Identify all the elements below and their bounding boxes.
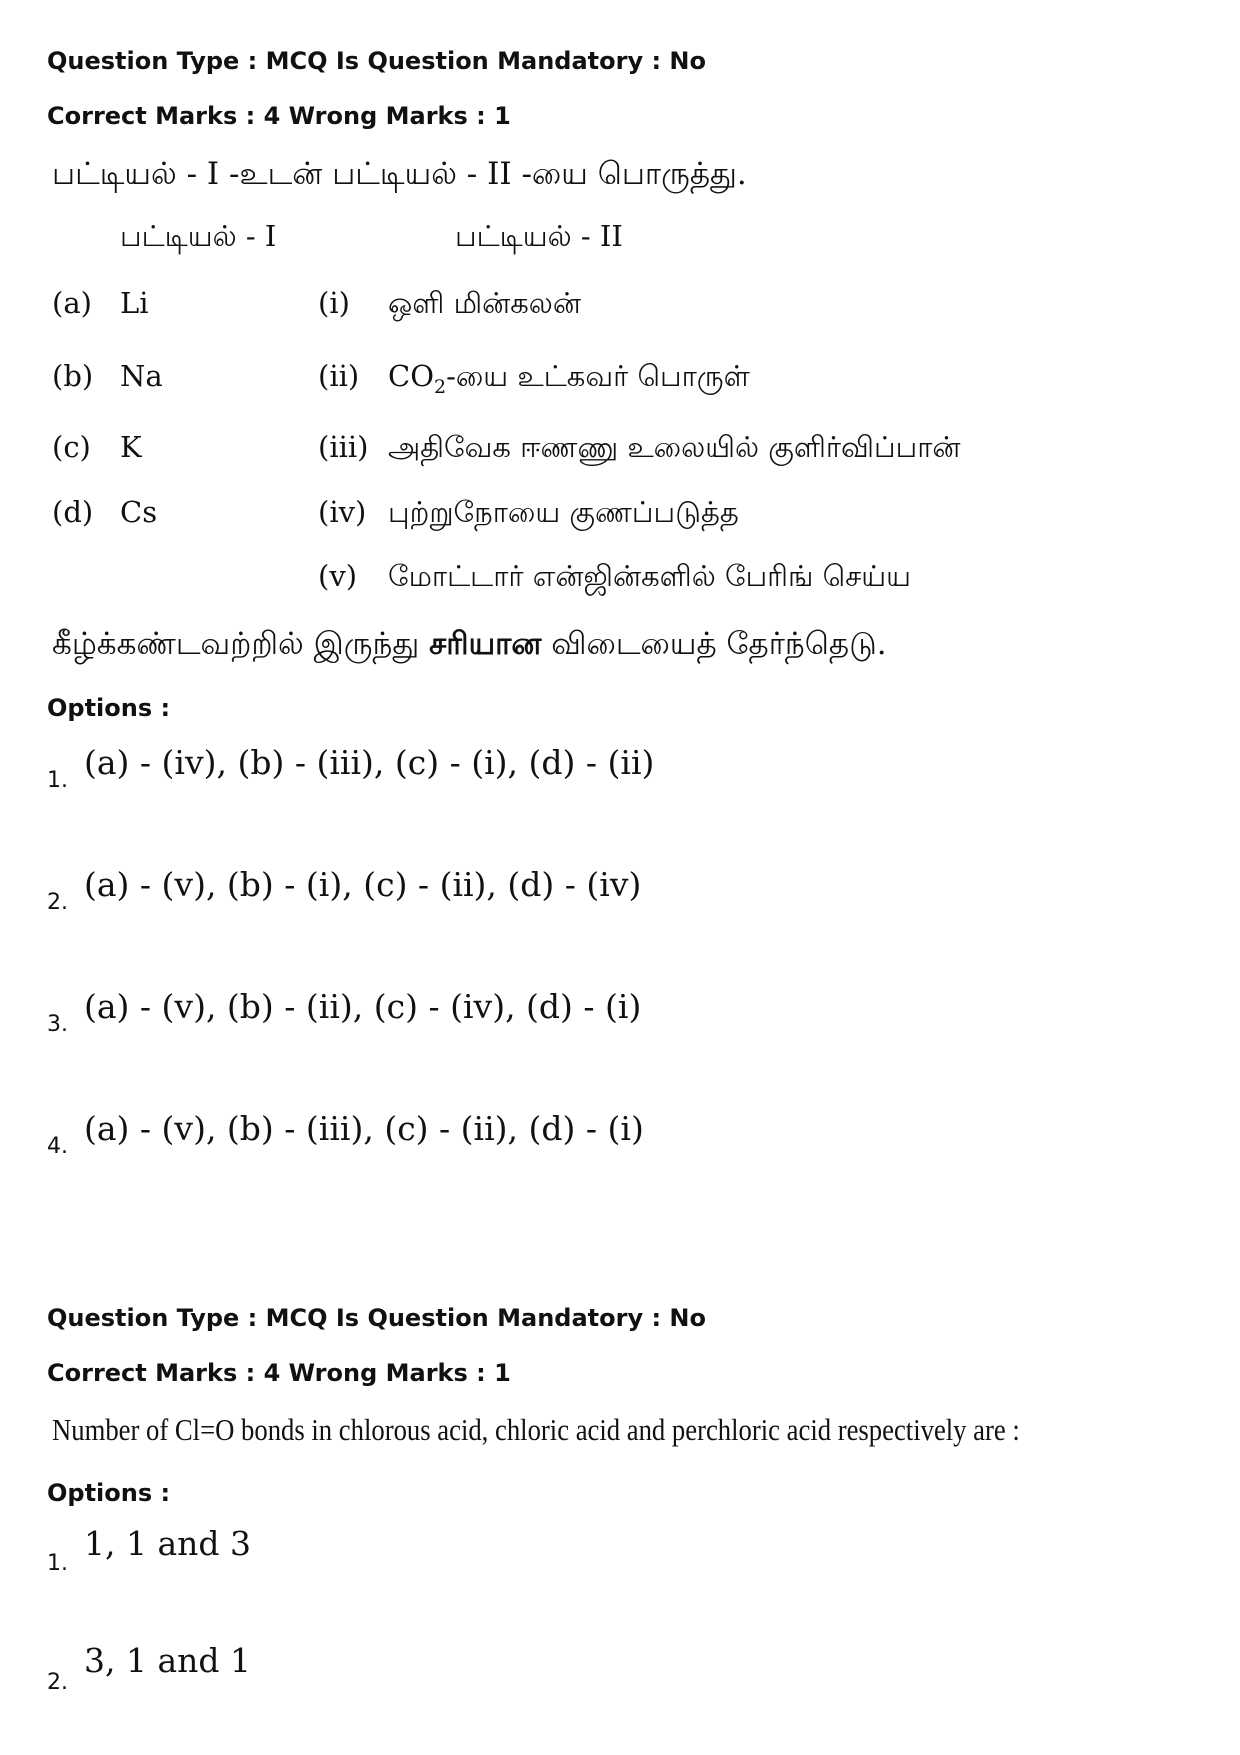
list1-item: Cs bbox=[120, 495, 158, 529]
question-stem: Number of Cl=O bonds in chlorous acid, chloric acid and perchloric acid respectively are : bbox=[52, 1412, 1020, 1447]
list2-label: (v) bbox=[318, 559, 358, 593]
option-number: 4. bbox=[47, 1134, 68, 1159]
list2-item bbox=[388, 356, 750, 407]
instruction-line bbox=[52, 624, 887, 664]
question-type-line: Question Type : MCQ Is Question Mandatory : No bbox=[47, 1304, 706, 1332]
list2-item: ஒளி மின்கலன் bbox=[388, 286, 581, 320]
option-number: 1. bbox=[47, 768, 68, 793]
question-type-line: Question Type : MCQ Is Question Mandatory : No bbox=[47, 47, 706, 75]
option-2[interactable]: (a) - (v), (b) - (i), (c) - (ii), (d) - (iv) bbox=[84, 865, 642, 904]
marks-line: Correct Marks : 4 Wrong Marks : 1 bbox=[47, 102, 511, 130]
list1-label: (a) bbox=[52, 286, 92, 320]
list2-item-rest: -யை உட்கவர் பொருள் bbox=[446, 359, 750, 393]
list1-item: Li bbox=[120, 286, 149, 320]
list2-label: (iii) bbox=[318, 430, 369, 464]
option-3[interactable]: (a) - (v), (b) - (ii), (c) - (iv), (d) - (i) bbox=[84, 987, 642, 1026]
option-1[interactable]: 1, 1 and 3 bbox=[84, 1524, 251, 1563]
options-label: Options : bbox=[47, 694, 171, 722]
option-number: 2. bbox=[47, 890, 68, 915]
list2-label: (ii) bbox=[318, 359, 360, 393]
marks-line: Correct Marks : 4 Wrong Marks : 1 bbox=[47, 1359, 511, 1387]
option-number: 1. bbox=[47, 1551, 68, 1576]
option-number: 3. bbox=[47, 1012, 68, 1037]
list2-label: (i) bbox=[318, 286, 350, 320]
question-stem: பட்டியல் - I -உடன் பட்டியல் - II -யை பொருத்து. bbox=[52, 156, 747, 192]
list1-label: (d) bbox=[52, 495, 94, 529]
list1-label: (c) bbox=[52, 430, 91, 464]
list1-heading: பட்டியல் - I bbox=[120, 219, 277, 253]
options-label: Options : bbox=[47, 1479, 171, 1507]
list2-heading: பட்டியல் - II bbox=[455, 219, 623, 253]
option-4[interactable]: (a) - (v), (b) - (iii), (c) - (ii), (d) - (i) bbox=[84, 1109, 644, 1148]
formula-subscript: 2 bbox=[433, 375, 447, 398]
list2-item: புற்றுநோயை குணப்படுத்த bbox=[388, 495, 739, 529]
list1-label: (b) bbox=[52, 359, 94, 393]
list2-item: மோட்டார் என்ஜின்களில் பேரிங் செய்ய bbox=[388, 559, 912, 593]
list2-item: அதிவேக ஈணணு உலையில் குளிர்விப்பான் bbox=[388, 430, 961, 464]
option-number: 2. bbox=[47, 1670, 68, 1695]
option-2[interactable]: 3, 1 and 1 bbox=[84, 1641, 251, 1680]
formula-co: CO bbox=[388, 359, 434, 393]
list1-item: Na bbox=[120, 359, 163, 393]
list1-item: K bbox=[120, 430, 142, 464]
instruction-text-end: விடையைத் தேர்ந்தெடு. bbox=[541, 626, 887, 662]
option-1[interactable]: (a) - (iv), (b) - (iii), (c) - (i), (d) - (ii) bbox=[84, 743, 655, 782]
instruction-text: கீழ்க்கண்டவற்றில் இருந்து bbox=[52, 626, 430, 662]
list2-label: (iv) bbox=[318, 495, 367, 529]
instruction-bold: சரியான bbox=[429, 626, 542, 662]
